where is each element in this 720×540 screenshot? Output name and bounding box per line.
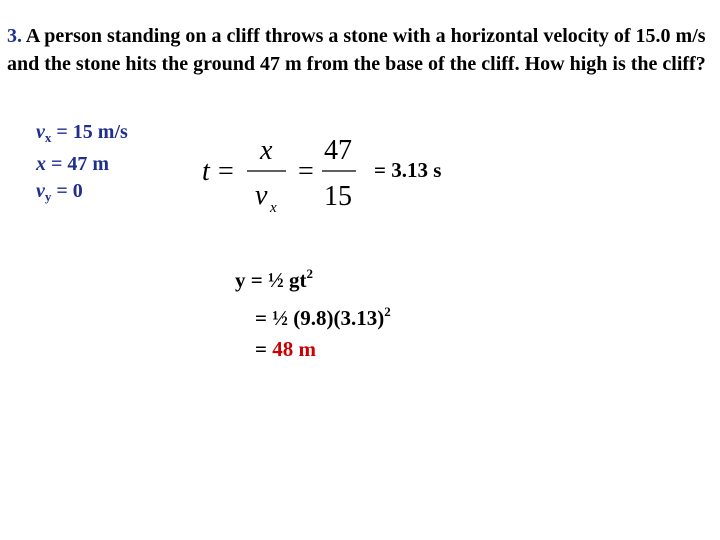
given-vx-value: = 15 m/s (51, 121, 128, 143)
given-vy-sub: y (44, 189, 52, 204)
formula-numerator-var: x (260, 135, 273, 166)
formula-denominator-sub: x (270, 200, 277, 216)
work-line-2-text: = ½ (9.8)(3.13) (255, 306, 385, 330)
work-line-1 (235, 258, 391, 296)
formula-lhs: t (202, 156, 210, 187)
given-x-value: = 47 m (46, 153, 110, 175)
problem-text: A person standing on a cliff throws a stone with a horizontal velocity of 15.0 m/s and the stone hits the ground 47 m from the base of the cliff. How high is the cliff? (7, 25, 706, 75)
work-line-1-exp: 2 (306, 266, 313, 281)
work-line-2 (235, 296, 391, 334)
formula-numerator-num: 47 (324, 135, 352, 166)
given-vx-var: v (36, 121, 45, 143)
time-formula-graphic (200, 133, 370, 221)
given-vx-sub: x (44, 130, 52, 145)
time-result: = 3.13 s (374, 158, 442, 182)
work-line-3 (235, 334, 391, 365)
formula-eq-2: = (298, 156, 314, 187)
time-formula (200, 133, 370, 221)
final-answer: 48 m (272, 337, 316, 361)
formula-denominator-var: v (255, 180, 268, 211)
formula-eq-1: = (218, 156, 234, 187)
given-vx (36, 119, 128, 151)
problem-number: 3. (7, 25, 22, 47)
work-line-1-text: y = ½ gt (235, 268, 307, 292)
work-line-3-eq: = (255, 337, 273, 361)
given-vy (36, 178, 128, 210)
problem-statement (7, 22, 715, 78)
givens-list (36, 119, 128, 210)
height-work (235, 258, 391, 365)
given-vy-var: v (36, 180, 45, 202)
given-vy-value: = 0 (51, 180, 83, 202)
work-line-2-exp: 2 (384, 304, 391, 319)
formula-denominator-num: 15 (324, 181, 352, 212)
given-x-var: x (36, 153, 46, 175)
given-x (36, 151, 128, 178)
